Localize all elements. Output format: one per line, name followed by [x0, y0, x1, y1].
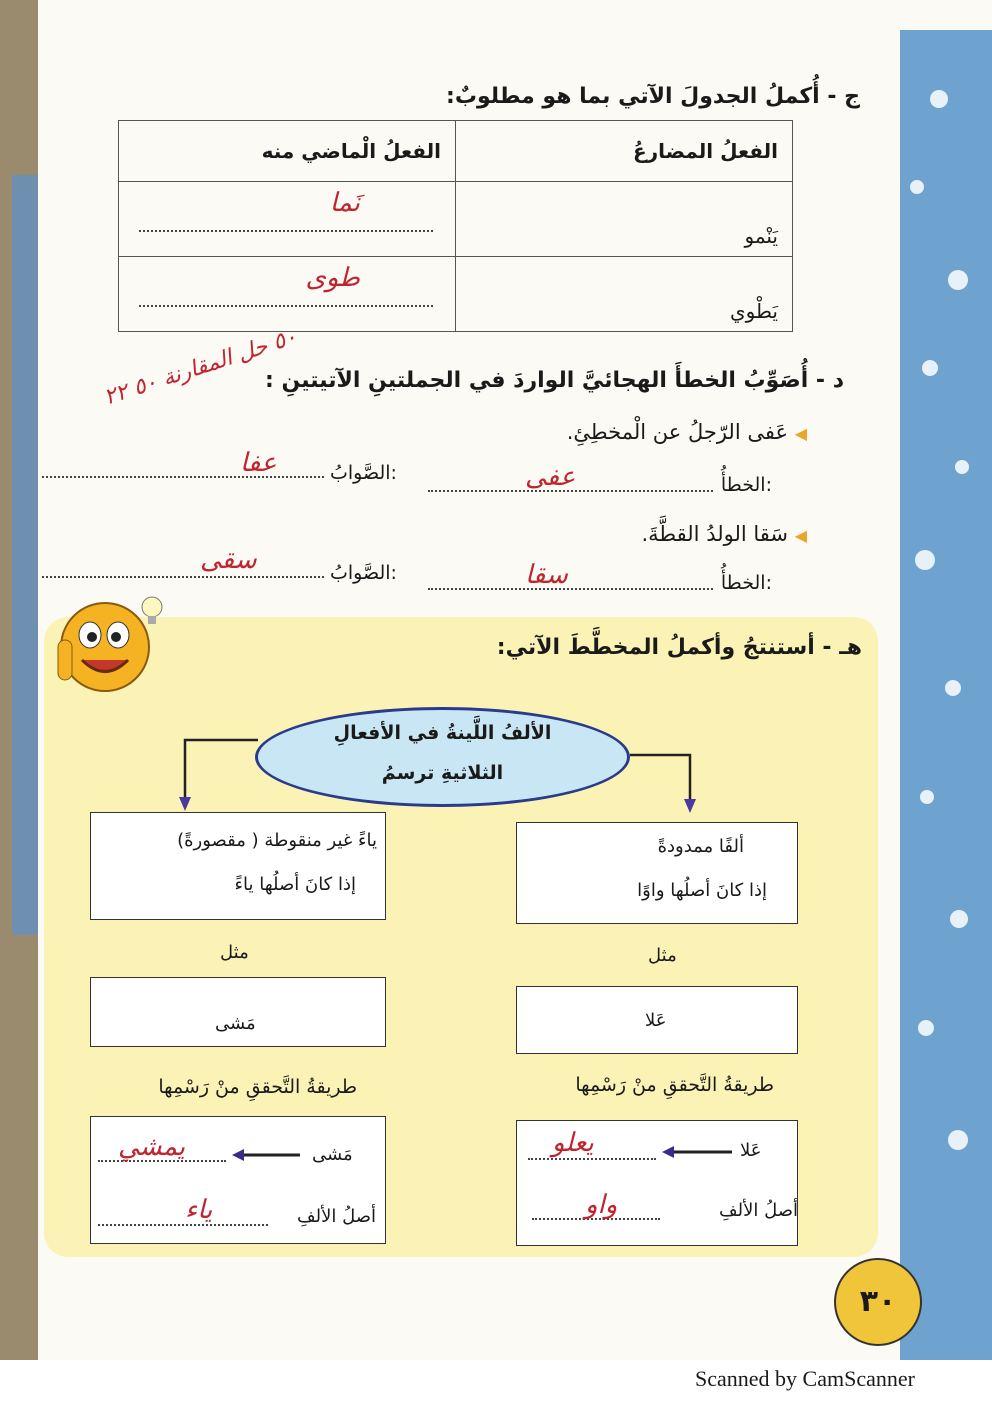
right-check-word: عَلا [740, 1140, 762, 1161]
left-check-word: مَشى [312, 1144, 353, 1165]
present-cell: يَطْوي [456, 257, 793, 332]
page-number: ٣٠ [834, 1258, 922, 1346]
right-rule-line1: ألفًا ممدودةً [657, 836, 744, 857]
error-label: الخطأُ: [720, 474, 772, 496]
right-rule-line2: إذا كانَ أصلُها واوًا [637, 880, 767, 901]
central-concept-line2: الثلاثيةِ ترسمُ [381, 762, 504, 784]
right-example: عَلا [645, 1010, 667, 1031]
present-cell: يَنْمو [456, 182, 793, 257]
verbs-table [118, 120, 793, 332]
triangle-bullet-icon: ◀ [794, 526, 807, 545]
correct-answer: عفا [240, 448, 277, 478]
adjacent-page-edge [12, 175, 38, 935]
col-present-header: الفعلُ المضارعُ [456, 121, 793, 182]
sentence-2: ◀ سَقا الولدُ القطَّةَ. [641, 522, 807, 546]
handwritten-margin-note: ٥٠ حل المقارنة ٥٠ ٢٢ [101, 324, 301, 411]
left-example-box [90, 977, 386, 1047]
past-cell [119, 257, 456, 332]
sentence-1: ◀ عَفى الرّجلُ عن الْمخطِئِ. [566, 420, 807, 444]
left-rule-line2: إذا كانَ أصلُها ياءً [234, 874, 356, 895]
left-example: مَشى [215, 1013, 256, 1034]
error-answer: عفى [525, 462, 576, 492]
smiley-icon [40, 585, 170, 700]
scanner-footer: Scanned by CamScanner [695, 1366, 915, 1391]
col-past-header: الفعلُ الْماضي منه [119, 121, 456, 182]
central-concept-line1: الألفُ اللَّينةُ في الأفعالِ [333, 722, 552, 744]
left-rule-box [90, 812, 386, 920]
right-check-answer: يعلو [552, 1128, 594, 1158]
left-origin-answer: ياء [185, 1195, 213, 1225]
correct-label: الصَّوابُ: [330, 462, 397, 484]
past-answer: نَما [329, 188, 360, 218]
error-label: الخطأُ: [720, 572, 772, 594]
section-h-title: هـ - أستنتجُ وأكملُ المخطَّطَ الآتي: [496, 635, 862, 660]
method-label-right: طريقةُ التَّحققِ منْ رَسْمِها [575, 1074, 774, 1096]
section-d-title: د - أُصَوِّبُ الخطأَ الهجائيَّ الواردَ في الجملتينِ الآتيتينِ : [265, 368, 844, 393]
example-label-right: مثل [648, 945, 677, 966]
section-c-title: ج - أُكملُ الجدولَ الآتي بما هو مطلوبٌ: [446, 84, 860, 109]
triangle-bullet-icon: ◀ [794, 424, 807, 443]
arrow-left-icon [230, 1147, 302, 1163]
correct-answer: سقى [200, 545, 257, 575]
left-rule-line1: ياءً غير منقوطة ( مقصورةً) [177, 830, 377, 851]
correct-label: الصَّوابُ: [330, 562, 397, 584]
past-cell [119, 182, 456, 257]
method-label-left: طريقةُ التَّحققِ منْ رَسْمِها [158, 1076, 357, 1098]
error-answer: سقا [525, 560, 568, 590]
arrow-left-icon [660, 1144, 734, 1160]
left-origin-label: أصلُ الألفِ [296, 1206, 376, 1227]
decorative-side-band [900, 30, 992, 1360]
right-origin-answer: واو [585, 1190, 618, 1220]
example-label-left: مثل [220, 942, 249, 963]
past-answer: طوى [305, 263, 360, 293]
right-origin-label: أصلُ الألفِ [718, 1200, 798, 1221]
left-check-answer: يمشي [118, 1132, 186, 1162]
